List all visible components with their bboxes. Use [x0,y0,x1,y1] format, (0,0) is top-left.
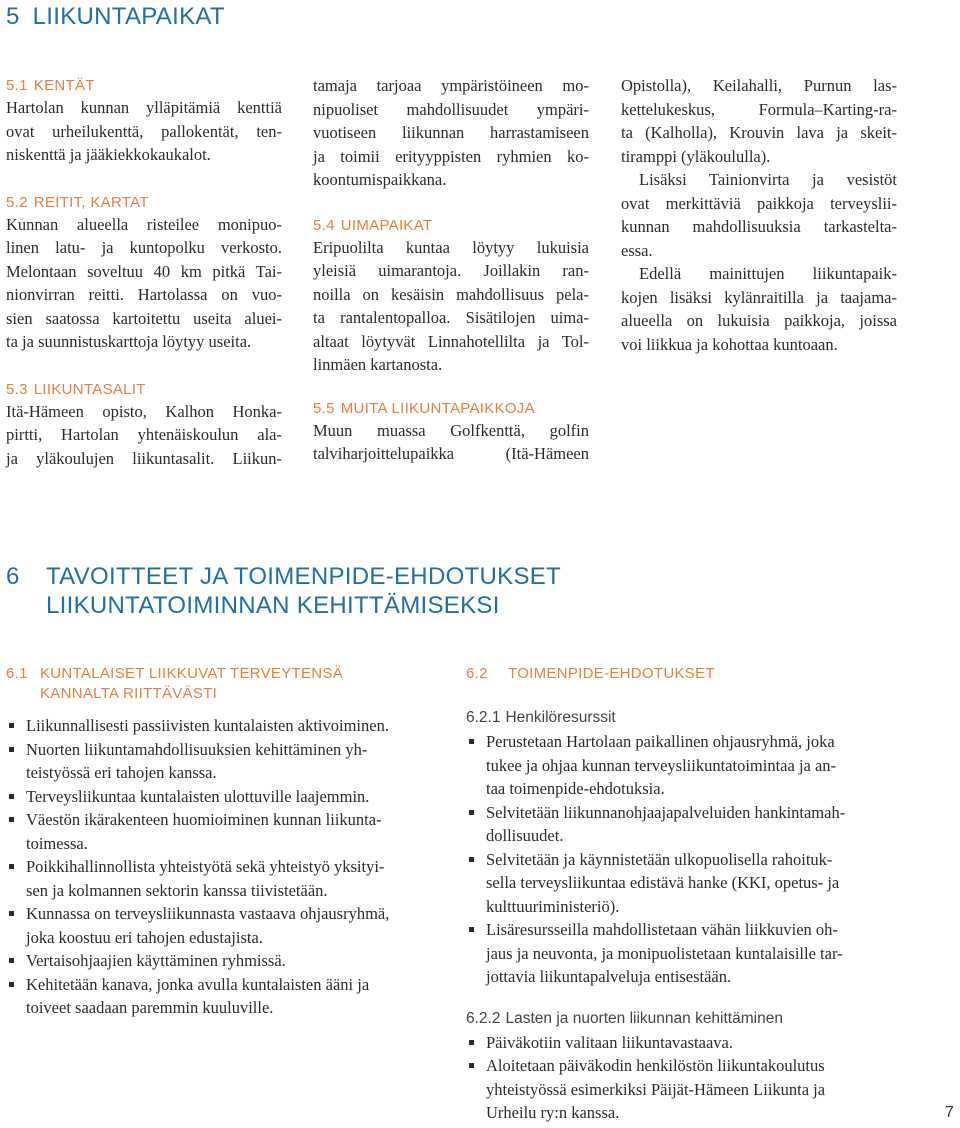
text-line: Muun muassa Golfkenttä, golfin [313,420,589,440]
text-line: teistyössä eri tahojen kanssa. [26,763,217,782]
bullet-icon [9,864,14,869]
section-title: REITIT, KARTAT [33,193,149,211]
section-5-4-heading [313,216,589,236]
text-line: Selvitetään liikunnanohjaajapalveluiden hankintamah- [486,802,846,822]
column-3 [621,74,897,356]
text-line: ta ja suunnistuskarttoja löytyy useita. [6,332,252,351]
text-line: Lisäresursseilla mahdollistetaan vähän liikkuvien oh- [486,920,838,939]
text-line: joka koostuu eri tahojen edustajista. [26,927,263,947]
text-line: Kunnassa on terveysliikunnasta vastaava ohjausryhmä, [26,904,390,923]
section-5-4-text [313,236,589,377]
section-number: 5.3 [6,380,28,398]
text-line: taa toimenpide-ehdotuksia. [486,779,665,798]
section-5-3-heading [6,380,282,400]
text-line: vuotiseen liikunnan harrastamiseen [313,123,589,142]
text-line: essa. [621,240,653,260]
text-line: Kehitetään kanava, jonka avulla kuntalaisten ääni ja [26,974,370,994]
text-line: nipuoliset mahdollisuudet ympäri- [313,99,589,119]
text-line: Edellä mainittujen liikuntapaik- [639,264,897,283]
text-line: pirtti, Hartolan yhtenäiskoulun ala- [6,425,282,444]
section-6-1 [6,664,438,1020]
text-line: ja toimii erityyppisten ryhmien ko- [313,146,589,166]
list-item [466,918,906,989]
list-item [6,714,438,738]
text-line: Terveysliikuntaa kuntalaisten ulottuville laajemmin. [26,786,370,806]
text-line: sien saatossa kartoitettu useita aluei- [6,308,282,328]
personnel-resources-list [466,730,906,989]
text-line: dollisuudet. [486,826,564,845]
paragraph-edella-mainittujen [621,262,897,356]
text-line: tamaja tarjoaa ympäristöineen mo- [313,76,589,95]
text-line: talviharjoittelupaikka (Itä-Hämeen [313,444,589,463]
list-item [6,973,438,1020]
text-line: sella terveysliikuntaa edistävä hanke (KKI, opetus- ja [486,873,840,892]
goals-list [6,714,438,1020]
list-item [6,949,438,973]
text-line: kulttuuriministeriö). [486,896,620,916]
list-item [466,730,906,801]
text-line: Hartolan kunnan ylläpitämiä kenttiä [6,98,282,117]
text-line: Kunnan alueella risteilee monipuo- [6,214,282,234]
section-number: 6.1 [6,665,28,682]
text-line: toimessa. [26,833,88,853]
chapter-5-heading [6,2,225,32]
subsection-6-2-2-heading [466,1009,906,1029]
chapter-title-line: LIIKUNTATOIMINNAN KEHITTÄMISEKSI [46,592,500,619]
bullet-icon [469,810,474,815]
bullet-icon [9,747,14,752]
text-line: Melontaan soveltuu 40 km pitkä Tai- [6,261,282,281]
section-5-3-text [6,400,282,471]
text-line: toiveet saadaan paremmin kuuluville. [26,998,274,1017]
bullet-icon [469,1040,474,1045]
text-line: Aloitetaan päiväkodin henkilöstön liikuntakoulutus [486,1056,825,1075]
text-line: Vertaisohjaajien käyttäminen ryhmissä. [26,951,286,970]
list-item [466,1031,906,1055]
text-line: voi liikkua ja kohottaa kuntoaan. [621,334,838,354]
text-line: Urheilu ry:n kanssa. [486,1103,620,1122]
text-line: linmäen kartanosta. [313,355,443,374]
bullet-icon [469,857,474,862]
section-number: 5.2 [6,193,28,211]
list-item [466,801,906,848]
text-line: jottavia liikuntapalveluja entisestään. [486,967,732,986]
page-number: 7 [945,1104,954,1121]
subsection-6-2-1-heading [466,708,906,728]
text-line: kettelukeskus, Formula–Karting-ra- [621,99,897,119]
chapter-number: 5 [6,3,20,30]
paragraph-tainionvirta [621,168,897,262]
chapter-title: LIIKUNTAPAIKAT [32,3,225,30]
text-line: Eripuolilta kuntaa löytyy lukuisia [313,237,589,257]
section-title: TOIMENPIDE-EHDOTUKSET [508,665,715,682]
text-line: noilla on kesäisin mahdollisuus pela- [313,284,589,304]
text-line: ovat merkittäviä paikkoja terveyslii- [621,193,897,213]
section-title: MUITA LIIKUNTAPAIKKOJA [340,399,535,417]
text-line: kunnan mahdollisuuksia tarkastelta- [621,217,897,236]
text-line: ja yläkoulujen liikuntasalit. Liikun- [6,448,282,468]
section-title: KUNTALAISET LIIKKUVAT TERVEYTENSÄ [40,665,344,682]
section-number: 6.2 [466,665,488,682]
chapter-number: 6 [6,563,20,590]
bullet-icon [469,739,474,744]
text-line: nionvirran reitti. Hartolassa on vuo- [6,285,282,304]
chapter-6-heading [6,562,561,620]
list-item [466,848,906,919]
text-line: altaat löytyvät Linnahotellilta ja Tol- [313,331,589,351]
section-5-1-text [6,96,282,167]
text-line: Selvitetään ja käynnistetään ulkopuolisella rahoituk- [486,849,833,869]
section-6-1-heading [6,664,438,704]
subsection-number: 6.2.2 [466,1009,501,1027]
text-line: Nuorten liikuntamahdollisuuksien kehittäminen yh- [26,739,368,759]
section-6-2 [466,664,906,1125]
text-line: kojen lisäksi kylänraitilla ja taajama- [621,287,897,307]
text-line: koontumispaikkana. [313,170,447,189]
text-line: Opistolla), Keilahalli, Purnun las- [621,76,897,95]
text-line: sen ja kolmannen sektorin kanssa tiivistetään. [26,880,328,900]
text-line: alueella on lukuisia paikkoja, joissa [621,311,897,330]
text-line: niskenttä ja jääkiekkokaukalot. [6,145,211,164]
section-5-2-text [6,213,282,354]
chapter-title-line: TAVOITTEET JA TOIMENPIDE-EHDOTUKSET [46,563,562,590]
text-line: Liikunnallisesti passiivisten kuntalaisten aktivoiminen. [26,716,389,735]
children-youth-list [466,1031,906,1125]
bullet-icon [9,723,14,728]
text-line: Väestön ikärakenteen huomioiminen kunnan liikunta- [26,810,382,829]
text-line: Poikkihallinnollista yhteistyötä sekä yhteistyö yksityi- [26,857,385,876]
section-number: 5.1 [6,77,28,94]
section-title: UIMAPAIKAT [340,216,433,234]
section-5-5-continued-text [621,74,897,168]
text-line: Perustetaan Hartolaan paikallinen ohjausryhmä, joka [486,732,835,751]
text-line: Päiväkotiin valitaan liikuntavastaava. [486,1032,733,1052]
column-2 [313,74,589,466]
bullet-icon [9,982,14,987]
list-item [466,1054,906,1125]
bullet-icon [9,911,14,916]
list-item [6,738,438,785]
section-5-5-heading [313,399,589,419]
section-5-1-heading [6,76,282,96]
text-line: Lisäksi Tainionvirta ja vesistöt [639,170,897,189]
text-line: yhteistyössä esimerkiksi Päijät-Hämeen Liikunta ja [486,1079,826,1099]
text-line: ta (Kalholla), Krouvin lava ja skeit- [621,123,897,142]
subsection-title: Henkilöresurssit [505,709,616,726]
section-5-3-continued-text [313,74,589,192]
subsection-number: 6.2.1 [466,709,501,726]
text-line: tiramppi (yläkoululla). [621,146,771,166]
section-number: 5.4 [313,216,335,234]
bullet-icon [9,817,14,822]
section-title: LIIKUNTASALIT [33,380,146,398]
list-item [6,902,438,949]
section-title: KENTÄT [33,77,95,94]
text-line: yleisiä uimarantoja. Joillakin ran- [313,261,589,280]
text-line: tukee ja ohjaa kunnan terveysliikuntatoimintaa ja an- [486,755,837,775]
text-line: ta rantalentopalloa. Sisätilojen uima- [313,308,589,327]
list-item [6,855,438,902]
section-title: KANNALTA RIITTÄVÄSTI [40,685,218,702]
column-1 [6,76,282,470]
section-6-2-heading [466,664,906,684]
text-line: jaus ja neuvonta, ja monipuolistetaan kuntalaisille tar- [486,943,843,963]
bullet-icon [469,1063,474,1068]
list-item [6,808,438,855]
text-line: linen latu- ja kuntopolku verkosto. [6,238,282,257]
text-line: ovat urheilukenttä, pallokentät, ten- [6,121,282,141]
section-5-5-text [313,419,589,466]
text-line: Itä-Hämeen opisto, Kalhon Honka- [6,401,282,421]
section-5-2-heading [6,193,282,213]
list-item [6,785,438,809]
bullet-icon [9,958,14,963]
subsection-title: Lasten ja nuorten liikunnan kehittäminen [505,1009,783,1027]
section-number: 5.5 [313,399,335,417]
bullet-icon [9,794,14,799]
bullet-icon [469,927,474,932]
